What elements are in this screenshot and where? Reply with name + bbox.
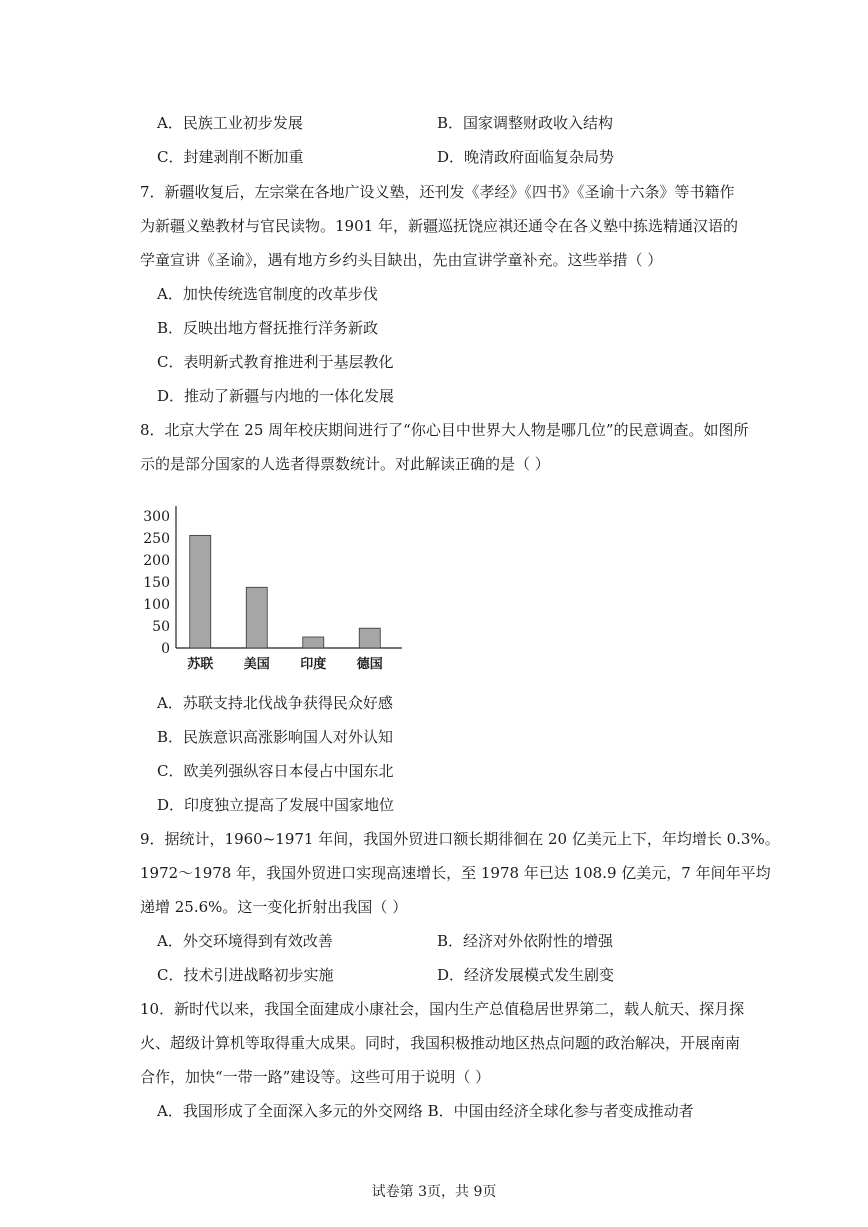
y-tick-label: 0 — [161, 641, 170, 657]
q8-text-line-1: 8．北京大学在 25 周年校庆期间进行了“你心目中世界大人物是哪几位”的民意调查。如图所 — [140, 421, 749, 439]
y-tick-label: 200 — [143, 553, 170, 569]
q9-option-d: D．经济发展模式发生剧变 — [437, 966, 615, 984]
y-tick-label: 250 — [143, 531, 170, 547]
q10-text-line-3: 合作，加快“一带一路”建设等。这些可用于说明（ ） — [140, 1068, 491, 1086]
y-tick-label: 150 — [143, 575, 170, 591]
q9-option-b: B．经济对外依附性的增强 — [437, 932, 614, 950]
bar-2 — [246, 587, 267, 648]
category-label: 印度 — [300, 657, 327, 672]
bar-4 — [359, 628, 380, 648]
vote-count-bar-chart — [140, 500, 410, 680]
q7-option-a: A．加快传统选官制度的改革步伐 — [157, 285, 378, 303]
q6-option-a: A．民族工业初步发展 — [157, 114, 303, 132]
y-tick-label: 100 — [143, 597, 170, 613]
q9-text-line-2: 1972～1978 年，我国外贸进口实现高速增长，至 1978 年已达 108.9 亿美元，7 年间年平均 — [140, 864, 771, 882]
category-label: 苏联 — [187, 657, 214, 672]
category-label: 德国 — [356, 657, 383, 672]
q9-option-a: A．外交环境得到有效改善 — [157, 932, 333, 950]
q8-option-c: C．欧美列强纵容日本侵占中国东北 — [157, 762, 394, 780]
q7-option-d: D．推动了新疆与内地的一体化发展 — [157, 387, 395, 405]
q7-text-line-3: 学童宣讲《圣谕》，遇有地方乡约头目缺出，先由宣讲学童补充。这些举措（ ） — [140, 251, 663, 269]
q10-text-line-1: 10．新时代以来，我国全面建成小康社会，国内生产总值稳居世界第二，载人航天、探月探 — [140, 1000, 745, 1018]
q6-option-d: D．晚清政府面临复杂局势 — [437, 148, 615, 166]
q10-text-line-2: 火、超级计算机等取得重大成果。同时，我国积极推动地区热点问题的政治解决，开展南南 — [140, 1034, 741, 1052]
q9-option-c: C．技术引进战略初步实施 — [157, 966, 334, 984]
q7-option-c: C．表明新式教育推进利于基层教化 — [157, 353, 394, 371]
y-tick-label: 50 — [152, 619, 170, 635]
bar-3 — [303, 637, 324, 648]
q7-text-line-2: 为新疆义塾教材与官民读物。1901 年，新疆巡抚饶应祺还通令在各义塾中拣选精通汉语的 — [140, 217, 738, 235]
q7-option-b: B．反映出地方督抚推行洋务新政 — [157, 319, 379, 337]
q9-text-line-3: 递增 25.6%。这一变化折射出我国（ ） — [140, 898, 408, 916]
bar-1 — [190, 535, 211, 648]
q6-option-c: C．封建剥削不断加重 — [157, 148, 304, 166]
q8-text-line-2: 示的是部分国家的人选者得票数统计。对此解读正确的是（ ） — [140, 455, 550, 473]
q8-option-b: B．民族意识高涨影响国人对外认知 — [157, 728, 394, 746]
page-footer: 试卷第 3页，共 9页 — [371, 1184, 497, 1200]
q9-text-line-1: 9．据统计，1960~1971 年间，我国外贸进口额长期徘徊在 20 亿美元上下，年均增长 0.3%。 — [140, 830, 780, 848]
category-label: 美国 — [243, 657, 270, 672]
y-tick-label: 300 — [143, 509, 170, 525]
q7-text-line-1: 7．新疆收复后，左宗棠在各地广设义塾，还刊发《孝经》《四书》《圣谕十六条》等书籍作 — [140, 183, 735, 201]
q8-option-a: A．苏联支持北伐战争获得民众好感 — [157, 694, 393, 712]
q10-option-ab: A．我国形成了全面深入多元的外交网络 B．中国由经济全球化参与者变成推动者 — [157, 1102, 694, 1120]
q6-option-b: B．国家调整财政收入结构 — [437, 114, 614, 132]
q8-option-d: D．印度独立提高了发展中国家地位 — [157, 796, 395, 814]
